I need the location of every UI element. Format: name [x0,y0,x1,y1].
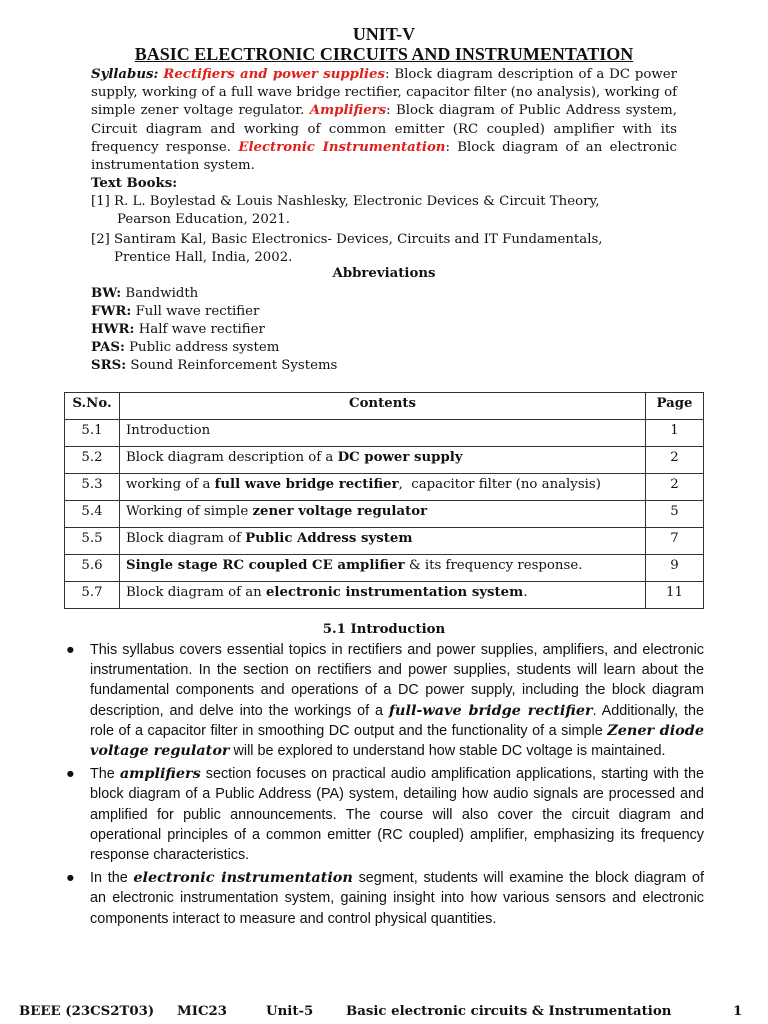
row-sno: 5.2 [65,447,120,474]
row-bold-text: full wave bridge rectifier [214,477,399,492]
row-bold-text: DC power supply [337,450,463,465]
footer-title: Basic electronic circuits & Instrumentation [346,1004,672,1019]
footer-page-number: 1 [733,1004,743,1019]
row-page: 2 [646,474,704,501]
syllabus-label: Syllabus: [91,67,159,82]
footer-regulation: MIC23 [177,1004,228,1019]
row-contents [120,582,646,609]
header-sno: S.No. [65,393,120,420]
row-contents [120,501,646,528]
row-text: working of a [126,477,215,492]
table-row [65,582,704,609]
row-bold-text: electronic instrumentation system [265,585,524,600]
row-page: 7 [646,528,704,555]
list-item [66,868,704,929]
unit-title: UNIT-V [352,24,416,44]
bullet-emphasis: amplifiers [119,765,201,783]
row-text-suffix: . [523,585,528,600]
row-page: 9 [646,555,704,582]
bullet-emphasis: Zener diode voltage regulator [90,721,704,760]
bullet-text: In the [90,870,134,887]
header-page: Page [646,393,704,420]
bullet-text: This syllabus covers essential topics in rectifiers and power supplies, amplifiers, and electronic instrumentation. In the section on rectifiers and power supplies, students will learn about the fundamental components and operations of a DC power supply, including the block diagram description, and delve into the workings of a [90,642,704,719]
ref-2-line-1: [2] Santiram Kal, Basic Electronics- Devices, Circuits and IT Fundamentals, [91,232,603,247]
row-text: Block diagram of an [126,585,266,600]
ref-2-line-2: Prentice Hall, India, 2002. [114,250,293,266]
row-bold-text: Single stage RC coupled CE amplifier [126,558,405,573]
bullet-icon: ● [66,766,75,783]
bullet-text: will be explored to understand how stable DC voltage is maintained. [229,743,666,760]
textbook-ref-2 [91,231,677,267]
abbreviations-heading: Abbreviations [332,266,436,281]
abbr-definition: Public address system [129,340,280,355]
abbreviations-list [91,285,337,375]
bullet-emphasis: full-wave bridge rectifier [388,701,593,719]
row-text: Block diagram of [126,531,246,546]
abbr-term: BW: [91,286,122,301]
bullet-text: section focuses on practical audio amplification applications, starting with the block diagram of a Public Address (PA) system, detailing how audio signals are processed and amplified for public announcements. The course will also cover the circuit diagram and operational principles of a common emitter (RC coupled) amplifier, emphasizing its frequency response characteristics. [90,766,705,864]
textbook-ref-1 [91,193,677,229]
header-contents: Contents [120,393,646,420]
contents-table [64,392,704,609]
abbr-term: SRS: [91,358,127,373]
row-page: 5 [646,501,704,528]
row-page: 2 [646,447,704,474]
abbr-definition: Sound Reinforcement Systems [130,358,338,373]
syllabus-text-instrumentation: : Block diagram of an electronic instrumentation system. [91,139,678,174]
abbr-definition: Bandwidth [125,286,199,301]
list-item [66,640,705,761]
row-sno: 5.6 [65,555,120,582]
syllabus-topic-amplifiers: Amplifiers [309,103,387,119]
section-heading-introduction: 5.1 Introduction [322,622,446,637]
row-contents [120,420,646,447]
ref-1-line-1: [1] R. L. Boylestad & Louis Nashlesky, Electronic Devices & Circuit Theory, [91,194,600,209]
abbr-definition: Full wave rectifier [135,304,260,319]
row-sno: 5.3 [65,474,120,501]
row-sno: 5.5 [65,528,120,555]
bullet-text: . Additionally, the role of a capacitor filter in smoothing DC output and the functionality of a simple [90,702,705,739]
syllabus-text-rectifiers: : Block diagram description of a DC power supply, working of a full wave bridge rectifier, capacitor filter (no analysis), working of simple zener voltage regulator. [91,67,677,119]
table-header-row [65,393,704,420]
row-text: Working of simple [126,504,253,519]
row-text-suffix: & its frequency response. [404,558,583,573]
table-row [65,447,704,474]
syllabus-topic-instrumentation: Electronic Instrumentation [238,139,446,155]
footer-unit: Unit-5 [266,1004,314,1019]
bullet-text: segment, students will examine the block diagram of an electronic instrumentation system, gaining insight into how various sensors and electronic components interact to measure and control physical quantities. [90,870,704,927]
footer-course-code: BEEE (23CS2T03) [19,1004,155,1019]
table-row [65,555,704,582]
list-item [66,764,705,865]
page-title: BASIC ELECTRONIC CIRCUITS AND INSTRUMENTATION [134,44,634,64]
row-sno: 5.7 [65,582,120,609]
introduction-bullet-list [64,640,704,932]
abbr-term: PAS: [91,340,125,355]
row-bold-text: zener voltage regulator [252,504,428,519]
textbooks-heading: Text Books: [91,176,178,191]
bullet-icon: ● [66,870,75,887]
row-contents [120,555,646,582]
row-bold-text: Public Address system [245,531,413,546]
row-page: 11 [646,582,704,609]
table-row [65,474,704,501]
syllabus-topic-rectifiers: Rectifiers and power supplies [163,67,386,82]
bullet-emphasis: electronic instrumentation [133,869,353,887]
table-row [65,420,704,447]
bullet-text: The [90,766,120,783]
abbreviation-item [91,357,337,375]
abbr-definition: Half wave rectifier [138,322,265,337]
row-text: Block diagram description of a [126,450,338,465]
row-text: Introduction [126,423,211,438]
table-row [65,501,704,528]
abbreviation-item [91,285,337,303]
bullet-icon: ● [66,642,75,658]
syllabus-paragraph [91,66,677,175]
row-sno: 5.4 [65,501,120,528]
abbreviation-item [91,303,337,321]
abbr-term: HWR: [91,322,135,337]
abbr-term: FWR: [91,304,132,319]
row-contents [120,474,646,501]
row-text-suffix: , capacitor filter (no analysis) [398,477,601,492]
ref-1-line-2: Pearson Education, 2021. [117,212,290,228]
row-sno: 5.1 [65,420,120,447]
abbreviation-item [91,339,337,357]
table-row [65,528,704,555]
row-contents [120,447,646,474]
abbreviation-item [91,321,337,339]
syllabus-text-amplifiers: : Block diagram of Public Address system, Circuit diagram and working of common emitter (RC coupled) amplifier with its frequency response. [91,103,677,155]
row-page: 1 [646,420,704,447]
row-contents [120,528,646,555]
